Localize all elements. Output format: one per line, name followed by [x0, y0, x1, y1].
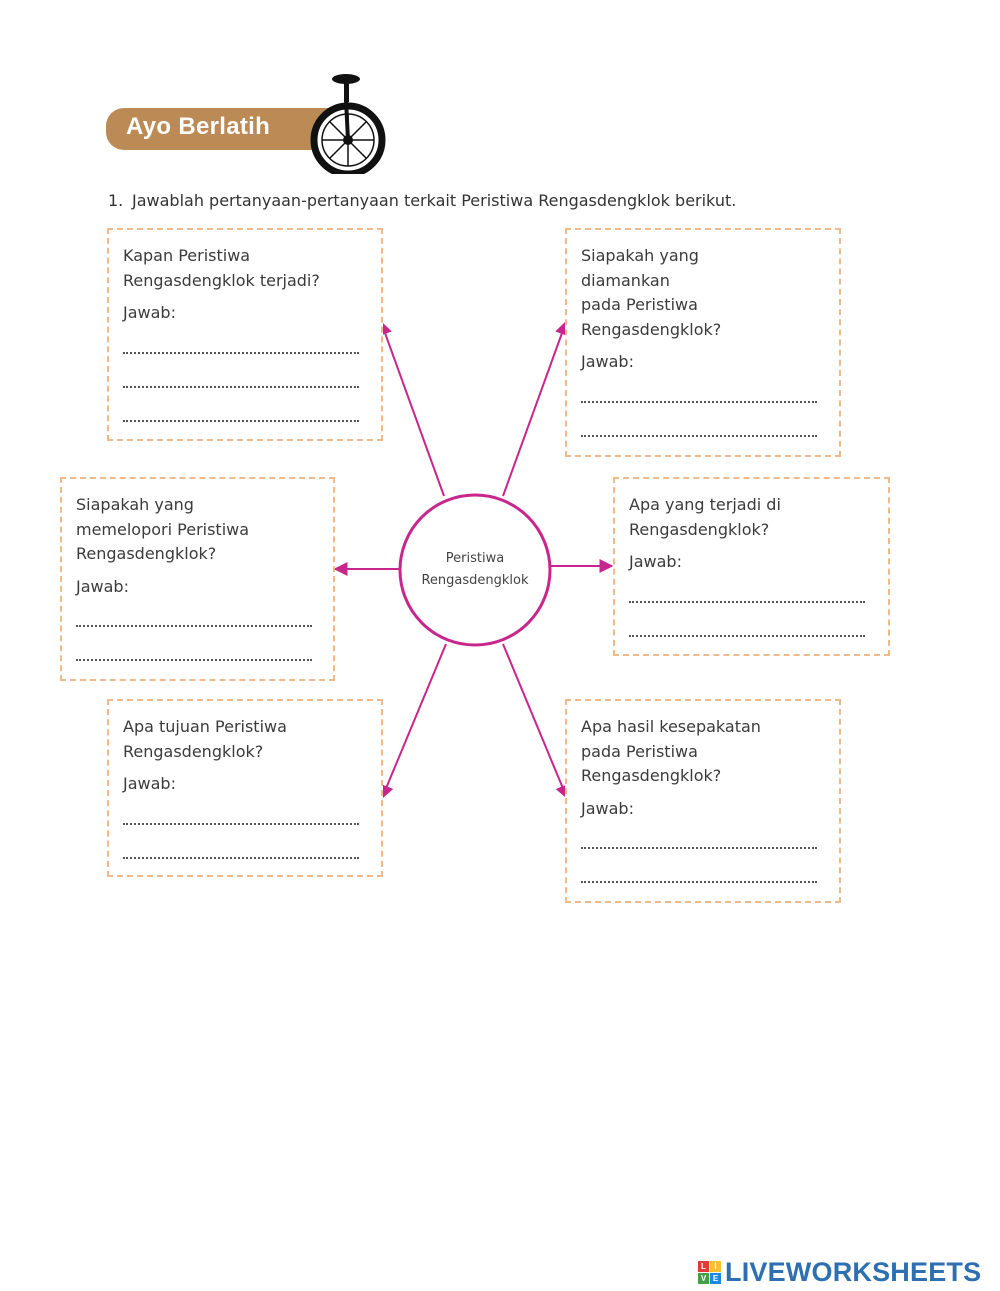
answer-label: Jawab:	[581, 798, 634, 818]
arrow-top-right	[503, 322, 566, 496]
answer-label: Jawab:	[123, 774, 176, 793]
question-text: Kapan Peristiwa Rengasdengklok terjadi?	[123, 246, 320, 290]
answer-line[interactable]	[629, 589, 865, 603]
arrow-bottom-right	[503, 644, 567, 798]
answer-line[interactable]	[581, 869, 817, 883]
question-text: Apa tujuan Peristiwa Rengasdengklok?	[123, 717, 287, 761]
answer-line[interactable]	[123, 374, 359, 388]
logo-text: LIVEWORKSHEETS	[725, 1257, 982, 1287]
answer-label: Jawab:	[123, 303, 176, 322]
answer-label: Jawab:	[76, 576, 129, 596]
answer-line[interactable]	[123, 340, 359, 354]
instruction-number: 1.	[108, 191, 124, 210]
question-text: Apa hasil kesepakatan pada Peristiwa Rengasdengklok?	[581, 717, 761, 785]
question-box-left	[60, 477, 335, 681]
answer-line[interactable]	[123, 845, 359, 859]
hub-label-line1: Peristiwa	[445, 551, 505, 566]
answer-line[interactable]	[76, 613, 312, 627]
question-text: Apa yang terjadi di Rengasdengklok?	[629, 495, 781, 539]
instruction-text: Jawablah pertanyaan-pertanyaan terkait Peristiwa Rengasdengklok berikut.	[132, 191, 737, 210]
answer-label: Jawab:	[581, 352, 634, 371]
hub-label-line2: Rengasdengklok	[421, 573, 529, 588]
answer-line[interactable]	[76, 647, 312, 661]
question-text: Siapakah yang diamankan pada Peristiwa Rengasdengklok?	[581, 246, 722, 339]
answer-line[interactable]	[581, 389, 817, 403]
answer-line[interactable]	[581, 835, 817, 849]
arrow-bottom-left	[382, 644, 446, 798]
arrow-top-left	[381, 322, 444, 496]
answer-line[interactable]	[123, 408, 359, 422]
question-box-bottom-left	[107, 699, 383, 877]
answer-line[interactable]	[123, 811, 359, 825]
question-box-right	[613, 477, 890, 656]
question-text: Siapakah yang memelopori Peristiwa Rengasdengklok?	[76, 495, 250, 563]
liveworksheets-logo[interactable]	[698, 1257, 981, 1288]
question-box-top-right	[565, 228, 841, 457]
answer-line[interactable]	[581, 423, 817, 437]
answer-label: Jawab:	[629, 552, 682, 571]
banner-title: Ayo Berlatih	[126, 113, 271, 140]
answer-line[interactable]	[629, 623, 865, 637]
liveworksheets-logo-icon: L I V E	[698, 1261, 721, 1284]
question-box-bottom-right	[565, 699, 841, 903]
question-box-top-left	[107, 228, 383, 441]
hub-label	[400, 548, 550, 592]
